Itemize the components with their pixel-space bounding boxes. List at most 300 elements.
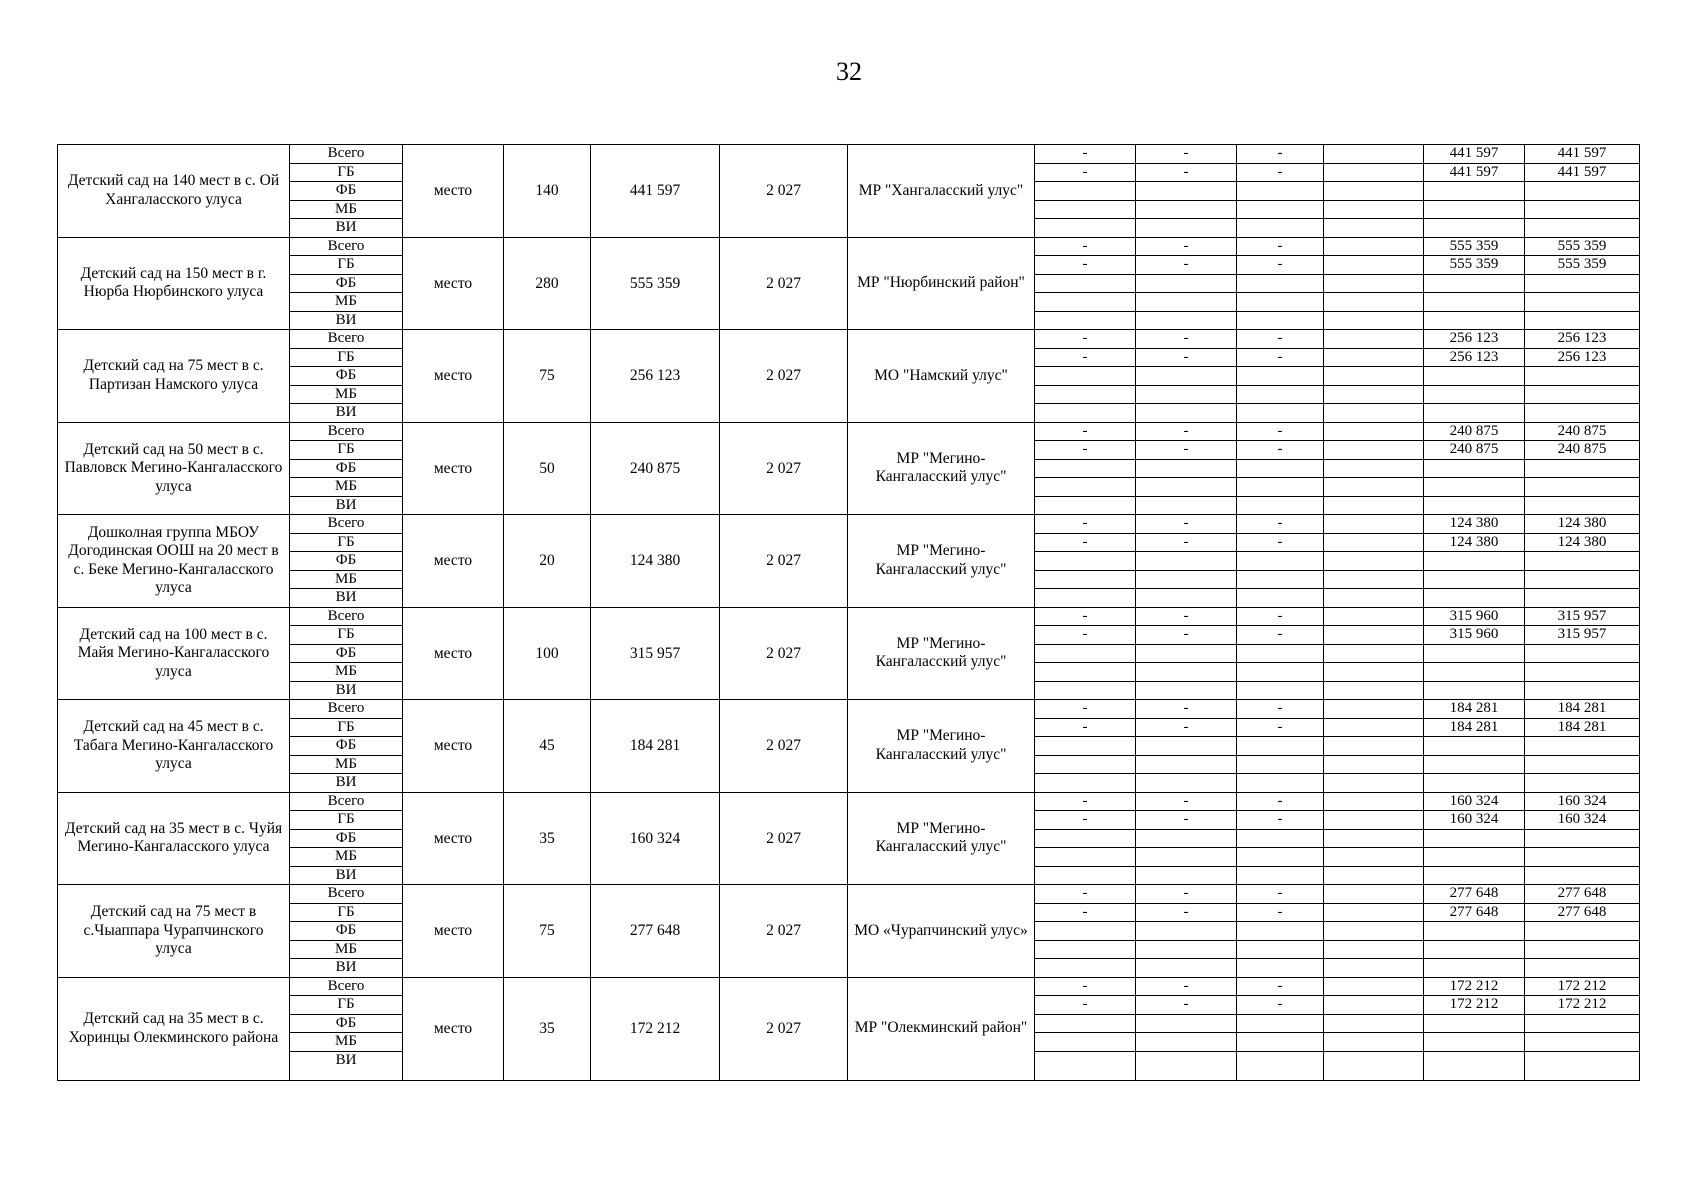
table-row [58, 330, 1640, 349]
table-row [58, 792, 1640, 811]
value-cell-c3 [1237, 848, 1324, 867]
capacity-cell: 45 [504, 700, 591, 793]
table-row [58, 885, 1640, 904]
value-cell-c6 [1525, 367, 1640, 386]
funding-source-cell: ГБ [290, 348, 403, 367]
funding-source-cell: МБ [290, 200, 403, 219]
value-cell-c5: 160 324 [1424, 811, 1525, 830]
year-cell: 2 027 [720, 422, 848, 515]
funding-source-cell: Всего [290, 885, 403, 904]
value-cell-c6 [1525, 459, 1640, 478]
value-cell-c6 [1525, 922, 1640, 941]
capacity-cell: 280 [504, 237, 591, 330]
value-cell-c6 [1525, 293, 1640, 312]
value-cell-c1 [1035, 182, 1136, 201]
value-cell-c4 [1324, 1014, 1424, 1033]
funding-source-cell: ФБ [290, 552, 403, 571]
funding-source-cell: ФБ [290, 737, 403, 756]
value-cell-c3: - [1237, 348, 1324, 367]
value-cell-c5 [1424, 589, 1525, 608]
funding-source-cell: Всего [290, 515, 403, 534]
value-cell-c6 [1525, 1033, 1640, 1052]
value-cell-c4 [1324, 441, 1424, 460]
value-cell-c2 [1136, 478, 1237, 497]
value-cell-c6 [1525, 404, 1640, 423]
value-cell-c5 [1424, 496, 1525, 515]
value-cell-c5 [1424, 848, 1525, 867]
value-cell-c2: - [1136, 607, 1237, 626]
value-cell-c5: 160 324 [1424, 792, 1525, 811]
value-cell-c5: 172 212 [1424, 977, 1525, 996]
value-cell-c3: - [1237, 441, 1324, 460]
capacity-cell: 100 [504, 607, 591, 700]
funding-source-cell: ГБ [290, 996, 403, 1015]
value-cell-c4 [1324, 996, 1424, 1015]
value-cell-c4 [1324, 811, 1424, 830]
unit-cell: место [403, 515, 504, 608]
value-cell-c2: - [1136, 626, 1237, 645]
value-cell-c3: - [1237, 330, 1324, 349]
value-cell-c2: - [1136, 145, 1237, 164]
value-cell-c5: 277 648 [1424, 903, 1525, 922]
value-cell-c6 [1525, 589, 1640, 608]
organization-cell: МО "Намский улус" [848, 330, 1035, 423]
value-cell-c4 [1324, 274, 1424, 293]
value-cell-c3 [1237, 552, 1324, 571]
value-cell-c3 [1237, 385, 1324, 404]
value-cell-c4 [1324, 755, 1424, 774]
value-cell-c5 [1424, 829, 1525, 848]
value-cell-c1: - [1035, 330, 1136, 349]
funding-source-cell: ГБ [290, 533, 403, 552]
value-cell-c6 [1525, 644, 1640, 663]
value-cell-c4 [1324, 459, 1424, 478]
value-cell-c4 [1324, 570, 1424, 589]
value-cell-c5 [1424, 866, 1525, 885]
unit-cell: место [403, 792, 504, 885]
value-cell-c2 [1136, 200, 1237, 219]
value-cell-c1: - [1035, 163, 1136, 182]
value-cell-c1 [1035, 848, 1136, 867]
value-cell-c5: 240 875 [1424, 441, 1525, 460]
capacity-cell: 75 [504, 330, 591, 423]
value-cell-c1: - [1035, 256, 1136, 275]
value-cell-c2 [1136, 182, 1237, 201]
cost-cell: 240 875 [591, 422, 720, 515]
value-cell-c4 [1324, 330, 1424, 349]
unit-cell: место [403, 700, 504, 793]
value-cell-c6 [1525, 737, 1640, 756]
value-cell-c6 [1525, 848, 1640, 867]
value-cell-c2 [1136, 570, 1237, 589]
value-cell-c5 [1424, 959, 1525, 978]
value-cell-c2 [1136, 940, 1237, 959]
value-cell-c6: 441 597 [1525, 145, 1640, 164]
value-cell-c1 [1035, 589, 1136, 608]
funding-source-cell: ГБ [290, 441, 403, 460]
value-cell-c2 [1136, 367, 1237, 386]
value-cell-c1 [1035, 737, 1136, 756]
value-cell-c6 [1525, 311, 1640, 330]
value-cell-c2 [1136, 219, 1237, 238]
value-cell-c6 [1525, 774, 1640, 793]
funding-source-cell: Всего [290, 977, 403, 996]
unit-cell: место [403, 607, 504, 700]
unit-cell: место [403, 885, 504, 978]
value-cell-c3 [1237, 681, 1324, 700]
value-cell-c3: - [1237, 700, 1324, 719]
value-cell-c2 [1136, 274, 1237, 293]
value-cell-c1 [1035, 367, 1136, 386]
value-cell-c5 [1424, 755, 1525, 774]
value-cell-c1 [1035, 1033, 1136, 1052]
value-cell-c1 [1035, 940, 1136, 959]
value-cell-c6: 256 123 [1525, 330, 1640, 349]
value-cell-c1 [1035, 829, 1136, 848]
funding-source-cell: ГБ [290, 256, 403, 275]
value-cell-c1 [1035, 1014, 1136, 1033]
value-cell-c4 [1324, 404, 1424, 423]
value-cell-c5 [1424, 478, 1525, 497]
value-cell-c2: - [1136, 996, 1237, 1015]
value-cell-c1: - [1035, 145, 1136, 164]
value-cell-c3 [1237, 663, 1324, 682]
value-cell-c4 [1324, 589, 1424, 608]
value-cell-c4 [1324, 293, 1424, 312]
value-cell-c5 [1424, 311, 1525, 330]
value-cell-c6 [1525, 866, 1640, 885]
object-name-cell: Детский сад на 150 мест в г. Нюрба Нюрбинского улуса [58, 237, 290, 330]
value-cell-c3: - [1237, 903, 1324, 922]
value-cell-c3: - [1237, 792, 1324, 811]
value-cell-c4 [1324, 866, 1424, 885]
funding-source-cell: МБ [290, 478, 403, 497]
funding-source-cell: ФБ [290, 274, 403, 293]
value-cell-c1 [1035, 219, 1136, 238]
organization-cell: МР "Олекминский район" [848, 977, 1035, 1080]
funding-source-cell: МБ [290, 570, 403, 589]
value-cell-c3 [1237, 200, 1324, 219]
value-cell-c6: 172 212 [1525, 996, 1640, 1015]
value-cell-c2: - [1136, 237, 1237, 256]
year-cell: 2 027 [720, 977, 848, 1080]
unit-cell: место [403, 330, 504, 423]
value-cell-c5 [1424, 293, 1525, 312]
year-cell: 2 027 [720, 792, 848, 885]
value-cell-c1 [1035, 385, 1136, 404]
value-cell-c1 [1035, 404, 1136, 423]
value-cell-c5 [1424, 274, 1525, 293]
value-cell-c1: - [1035, 903, 1136, 922]
value-cell-c1 [1035, 1051, 1136, 1080]
cost-cell: 277 648 [591, 885, 720, 978]
funding-source-cell: МБ [290, 940, 403, 959]
value-cell-c6 [1525, 755, 1640, 774]
value-cell-c3: - [1237, 256, 1324, 275]
value-cell-c2 [1136, 681, 1237, 700]
object-name-cell: Детский сад на 75 мест в с.Чыаппара Чурапчинского улуса [58, 885, 290, 978]
capacity-cell: 20 [504, 515, 591, 608]
value-cell-c1: - [1035, 700, 1136, 719]
value-cell-c6: 256 123 [1525, 348, 1640, 367]
value-cell-c1 [1035, 478, 1136, 497]
value-cell-c6: 315 957 [1525, 607, 1640, 626]
funding-source-cell: ГБ [290, 811, 403, 830]
value-cell-c3: - [1237, 515, 1324, 534]
object-name-cell: Детский сад на 35 мест в с. Чуйя Мегино-Кангаласского улуса [58, 792, 290, 885]
value-cell-c3 [1237, 737, 1324, 756]
unit-cell: место [403, 145, 504, 238]
value-cell-c1 [1035, 311, 1136, 330]
value-cell-c6: 277 648 [1525, 903, 1640, 922]
value-cell-c6 [1525, 200, 1640, 219]
funding-source-cell: ФБ [290, 182, 403, 201]
funding-source-cell: Всего [290, 607, 403, 626]
value-cell-c3 [1237, 644, 1324, 663]
value-cell-c4 [1324, 200, 1424, 219]
value-cell-c4 [1324, 219, 1424, 238]
value-cell-c2: - [1136, 515, 1237, 534]
value-cell-c5 [1424, 1033, 1525, 1052]
value-cell-c1 [1035, 681, 1136, 700]
value-cell-c1 [1035, 755, 1136, 774]
year-cell: 2 027 [720, 145, 848, 238]
funding-source-cell: МБ [290, 848, 403, 867]
value-cell-c3: - [1237, 237, 1324, 256]
value-cell-c5 [1424, 940, 1525, 959]
value-cell-c6: 172 212 [1525, 977, 1640, 996]
value-cell-c4 [1324, 1051, 1424, 1080]
organization-cell: МР "Мегино-Кангаласский улус" [848, 792, 1035, 885]
unit-cell: место [403, 422, 504, 515]
value-cell-c6: 441 597 [1525, 163, 1640, 182]
organization-cell: МР "Мегино-Кангаласский улус" [848, 422, 1035, 515]
value-cell-c4 [1324, 367, 1424, 386]
organization-cell: МО «Чурапчинский улус» [848, 885, 1035, 978]
value-cell-c4 [1324, 422, 1424, 441]
organization-cell: МР "Мегино-Кангаласский улус" [848, 700, 1035, 793]
table-row [58, 515, 1640, 534]
cost-cell: 441 597 [591, 145, 720, 238]
year-cell: 2 027 [720, 515, 848, 608]
value-cell-c3 [1237, 459, 1324, 478]
value-cell-c2 [1136, 755, 1237, 774]
value-cell-c5 [1424, 644, 1525, 663]
value-cell-c2 [1136, 311, 1237, 330]
value-cell-c6: 184 281 [1525, 718, 1640, 737]
funding-source-cell: МБ [290, 663, 403, 682]
value-cell-c4 [1324, 1033, 1424, 1052]
value-cell-c1: - [1035, 996, 1136, 1015]
value-cell-c3 [1237, 311, 1324, 330]
value-cell-c1 [1035, 644, 1136, 663]
funding-source-cell: ВИ [290, 959, 403, 978]
value-cell-c4 [1324, 977, 1424, 996]
value-cell-c6: 184 281 [1525, 700, 1640, 719]
funding-source-cell: Всего [290, 422, 403, 441]
value-cell-c1 [1035, 274, 1136, 293]
value-cell-c1 [1035, 922, 1136, 941]
value-cell-c3 [1237, 829, 1324, 848]
value-cell-c3 [1237, 1051, 1324, 1080]
value-cell-c5: 555 359 [1424, 256, 1525, 275]
organization-cell: МР "Мегино-Кангаласский улус" [848, 515, 1035, 608]
value-cell-c6: 240 875 [1525, 441, 1640, 460]
unit-cell: место [403, 237, 504, 330]
value-cell-c3: - [1237, 718, 1324, 737]
value-cell-c5 [1424, 1014, 1525, 1033]
value-cell-c2: - [1136, 348, 1237, 367]
value-cell-c2 [1136, 404, 1237, 423]
table-row [58, 422, 1640, 441]
capacity-cell: 35 [504, 792, 591, 885]
value-cell-c5 [1424, 219, 1525, 238]
value-cell-c1: - [1035, 885, 1136, 904]
value-cell-c4 [1324, 626, 1424, 645]
value-cell-c5: 172 212 [1424, 996, 1525, 1015]
year-cell: 2 027 [720, 885, 848, 978]
value-cell-c2 [1136, 663, 1237, 682]
value-cell-c3 [1237, 922, 1324, 941]
funding-source-cell: ВИ [290, 1051, 403, 1080]
value-cell-c2 [1136, 737, 1237, 756]
value-cell-c4 [1324, 256, 1424, 275]
value-cell-c3 [1237, 404, 1324, 423]
value-cell-c5: 315 960 [1424, 626, 1525, 645]
value-cell-c1 [1035, 293, 1136, 312]
value-cell-c6 [1525, 959, 1640, 978]
value-cell-c2 [1136, 459, 1237, 478]
value-cell-c1 [1035, 774, 1136, 793]
cost-cell: 315 957 [591, 607, 720, 700]
value-cell-c2 [1136, 829, 1237, 848]
funding-source-cell: ФБ [290, 1014, 403, 1033]
value-cell-c6: 124 380 [1525, 515, 1640, 534]
value-cell-c5 [1424, 1051, 1525, 1080]
funding-source-cell: ВИ [290, 589, 403, 608]
value-cell-c2: - [1136, 700, 1237, 719]
value-cell-c1: - [1035, 422, 1136, 441]
value-cell-c6 [1525, 1014, 1640, 1033]
value-cell-c5: 124 380 [1424, 515, 1525, 534]
funding-source-cell: МБ [290, 1033, 403, 1052]
value-cell-c3 [1237, 940, 1324, 959]
value-cell-c1 [1035, 663, 1136, 682]
object-name-cell: Дошколная группа МБОУ Догодинская ООШ на 20 мест в с. Беке Мегино-Кангаласского улуса [58, 515, 290, 608]
table-row [58, 977, 1640, 996]
value-cell-c4 [1324, 829, 1424, 848]
cost-cell: 555 359 [591, 237, 720, 330]
value-cell-c2: - [1136, 256, 1237, 275]
value-cell-c6 [1525, 829, 1640, 848]
value-cell-c2: - [1136, 903, 1237, 922]
value-cell-c2 [1136, 1014, 1237, 1033]
value-cell-c5: 240 875 [1424, 422, 1525, 441]
value-cell-c5: 256 123 [1424, 348, 1525, 367]
funding-source-cell: ГБ [290, 903, 403, 922]
value-cell-c2: - [1136, 977, 1237, 996]
value-cell-c6: 240 875 [1525, 422, 1640, 441]
value-cell-c5 [1424, 922, 1525, 941]
table-row [58, 607, 1640, 626]
unit-cell: место [403, 977, 504, 1080]
value-cell-c4 [1324, 311, 1424, 330]
value-cell-c4 [1324, 700, 1424, 719]
value-cell-c6 [1525, 496, 1640, 515]
table-row [58, 145, 1640, 164]
value-cell-c4 [1324, 552, 1424, 571]
object-name-cell: Детский сад на 35 мест в с. Хоринцы Олекминского района [58, 977, 290, 1080]
value-cell-c2 [1136, 1033, 1237, 1052]
value-cell-c3 [1237, 478, 1324, 497]
table-row [58, 700, 1640, 719]
value-cell-c3 [1237, 570, 1324, 589]
funding-source-cell: ВИ [290, 219, 403, 238]
cost-cell: 172 212 [591, 977, 720, 1080]
value-cell-c6 [1525, 663, 1640, 682]
year-cell: 2 027 [720, 700, 848, 793]
value-cell-c6 [1525, 219, 1640, 238]
funding-source-cell: МБ [290, 385, 403, 404]
value-cell-c4 [1324, 348, 1424, 367]
cost-cell: 184 281 [591, 700, 720, 793]
funding-source-cell: ВИ [290, 681, 403, 700]
value-cell-c2: - [1136, 533, 1237, 552]
value-cell-c3 [1237, 293, 1324, 312]
value-cell-c1: - [1035, 441, 1136, 460]
value-cell-c4 [1324, 922, 1424, 941]
value-cell-c2: - [1136, 885, 1237, 904]
value-cell-c3 [1237, 274, 1324, 293]
value-cell-c3 [1237, 755, 1324, 774]
value-cell-c5 [1424, 737, 1525, 756]
value-cell-c4 [1324, 737, 1424, 756]
object-name-cell: Детский сад на 45 мест в с. Табага Мегино-Кангаласского улуса [58, 700, 290, 793]
value-cell-c2: - [1136, 330, 1237, 349]
value-cell-c3: - [1237, 811, 1324, 830]
funding-source-cell: ФБ [290, 644, 403, 663]
value-cell-c5: 277 648 [1424, 885, 1525, 904]
value-cell-c2 [1136, 774, 1237, 793]
value-cell-c1: - [1035, 237, 1136, 256]
value-cell-c2: - [1136, 422, 1237, 441]
value-cell-c6: 124 380 [1525, 533, 1640, 552]
funding-source-cell: ФБ [290, 367, 403, 386]
funding-source-cell: Всего [290, 145, 403, 164]
value-cell-c4 [1324, 478, 1424, 497]
capacity-cell: 75 [504, 885, 591, 978]
funding-source-cell: Всего [290, 792, 403, 811]
value-cell-c2: - [1136, 811, 1237, 830]
value-cell-c3 [1237, 959, 1324, 978]
funding-source-cell: ГБ [290, 163, 403, 182]
value-cell-c4 [1324, 885, 1424, 904]
value-cell-c3 [1237, 866, 1324, 885]
value-cell-c2 [1136, 1051, 1237, 1080]
value-cell-c6 [1525, 570, 1640, 589]
value-cell-c5 [1424, 570, 1525, 589]
funding-source-cell: ФБ [290, 829, 403, 848]
funding-source-cell: ГБ [290, 626, 403, 645]
object-name-cell: Детский сад на 140 мест в с. Ой Хангаласского улуса [58, 145, 290, 238]
value-cell-c2: - [1136, 792, 1237, 811]
value-cell-c1: - [1035, 977, 1136, 996]
value-cell-c1 [1035, 866, 1136, 885]
value-cell-c5: 555 359 [1424, 237, 1525, 256]
value-cell-c1 [1035, 459, 1136, 478]
capacity-cell: 50 [504, 422, 591, 515]
value-cell-c6 [1525, 274, 1640, 293]
